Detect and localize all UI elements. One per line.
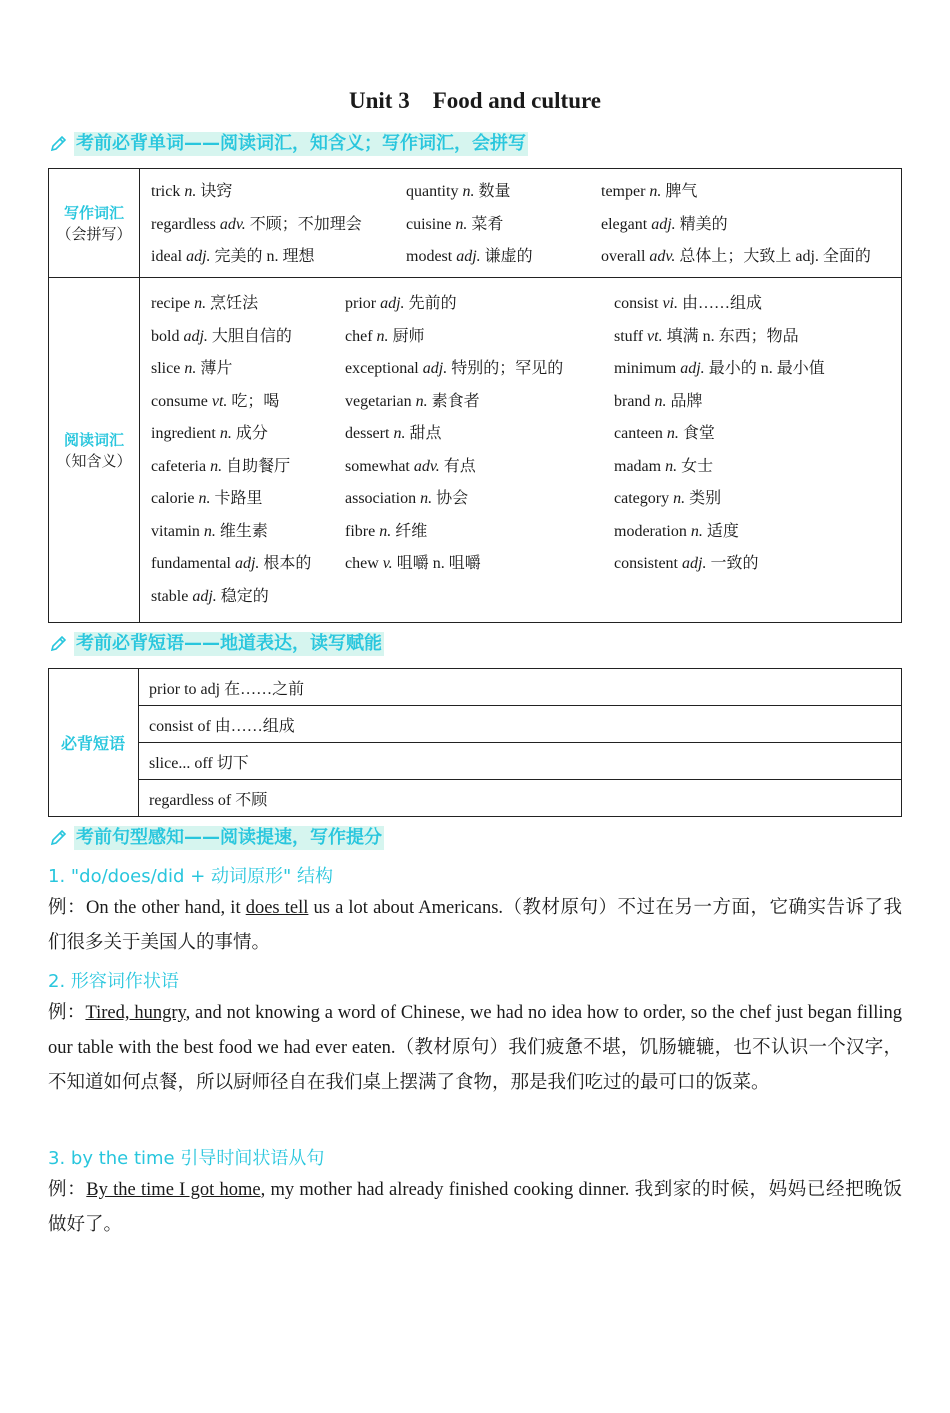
- vocab-pos: n.: [455, 215, 468, 233]
- vocab-pos: vt.: [647, 327, 663, 345]
- vocab-pos: adj.: [234, 555, 260, 572]
- vocab-pos: adj.: [651, 215, 676, 233]
- vocab-entry: [614, 522, 739, 542]
- vocab-word: elegant: [601, 215, 652, 233]
- phrase-label: 必背短语: [60, 734, 125, 753]
- vocab-pos: n.: [666, 425, 679, 442]
- vocab-pos: adj.: [680, 360, 705, 377]
- vocab-pos: n.: [415, 392, 428, 410]
- vocab-word: regardless: [151, 215, 220, 233]
- example-text: , my mother had already finished cooking dinner. 我到家的时候，妈妈已经把晚饭做好了。: [48, 1180, 902, 1235]
- vocab-word: overall: [601, 248, 650, 265]
- vocab-pos: adj.: [682, 555, 707, 572]
- vocab-word: somewhat: [345, 457, 414, 475]
- section-heading-text: 考前句型感知——阅读提速，写作提分: [76, 827, 382, 848]
- vocab-pos: n.: [420, 490, 433, 507]
- vocab-pos: adj.: [380, 295, 405, 312]
- vocab-entry: [345, 392, 480, 412]
- pattern-example: [48, 1173, 902, 1243]
- vocab-pos: n.: [184, 183, 197, 200]
- vocab-meaning: 菜肴: [467, 215, 504, 233]
- vocab-pos: n.: [203, 522, 216, 540]
- vocab-meaning: 稳定的: [216, 587, 269, 605]
- pencil-icon: [48, 134, 68, 154]
- vocab-word: exceptional: [345, 360, 423, 377]
- vocab-meaning: 吃；喝: [227, 392, 280, 410]
- vocab-entry: [614, 457, 713, 477]
- vocab-pos: n.: [376, 327, 389, 345]
- vocab-entry: [151, 587, 269, 607]
- vocab-word: cuisine: [406, 215, 456, 233]
- vocab-meaning: 总体上；大致上 adj. 全面的: [675, 248, 871, 265]
- section-heading-phrases: [48, 632, 384, 656]
- vocab-entry: [151, 215, 362, 235]
- vocab-word: canteen: [614, 425, 667, 442]
- vocab-word: fibre: [345, 522, 380, 540]
- vocab-pos: n.: [210, 457, 223, 475]
- vocab-entry: [151, 489, 263, 509]
- vocab-word: trick: [151, 183, 185, 200]
- vocab-meaning: 成分: [231, 425, 268, 442]
- vocab-entry: [151, 424, 268, 444]
- vocab-meaning: 厨师: [388, 327, 425, 345]
- vocab-word: minimum: [614, 360, 681, 377]
- vocab-word: temper: [601, 183, 650, 200]
- vocab-word: ideal: [151, 248, 187, 265]
- vocab-meaning: 甜点: [405, 425, 442, 442]
- vocab-pos: n.: [198, 490, 211, 507]
- vocab-entry: [614, 489, 721, 509]
- section-heading-text: 考前必背短语——地道表达，读写赋能: [76, 633, 382, 654]
- phrase-item: regardless of 不顾: [139, 780, 902, 817]
- vocab-meaning: 纤维: [391, 522, 428, 540]
- vocab-entry: [614, 554, 758, 574]
- section-heading-words: [48, 132, 528, 156]
- vocab-entry: [601, 182, 697, 202]
- phrase-item: consist of 由……组成: [139, 706, 902, 743]
- vocab-pos: adj.: [456, 248, 481, 265]
- writing-words: [140, 169, 902, 278]
- vocab-pos: adv.: [219, 215, 246, 233]
- vocab-pos: n.: [462, 183, 475, 200]
- vocab-entry: [345, 294, 457, 314]
- vocab-word: chew: [345, 555, 383, 572]
- vocab-entry: [345, 522, 427, 542]
- vocab-entry: [345, 359, 563, 379]
- vocab-meaning: 脾气: [661, 183, 698, 200]
- vocab-word: vitamin: [151, 522, 204, 540]
- vocab-meaning: 女士: [677, 457, 714, 475]
- example-text: us a lot about Americans.（教材原句）不过在另一方面，它确实告诉了我们很多关于美国人的事情。: [48, 898, 903, 953]
- vocab-meaning: 食堂: [678, 425, 715, 442]
- vocab-pos: vi.: [662, 295, 678, 312]
- vocab-meaning: 根本的: [259, 555, 312, 572]
- example-text: 例：On the other hand, it: [48, 898, 246, 918]
- vocab-entry: [151, 294, 258, 314]
- vocab-word: recipe: [151, 295, 195, 312]
- pattern-example: [48, 996, 902, 1101]
- vocab-meaning: 协会: [432, 490, 469, 507]
- vocab-entry: [151, 554, 311, 574]
- vocab-pos: n.: [690, 522, 703, 540]
- vocab-pos: n.: [649, 183, 662, 200]
- vocab-word: stuff: [614, 327, 648, 345]
- vocab-word: chef: [345, 327, 377, 345]
- vocab-pos: n.: [393, 425, 406, 442]
- vocab-entry: [151, 457, 290, 477]
- vocab-word: prior: [345, 295, 381, 312]
- vocab-meaning: 适度: [702, 522, 739, 540]
- vocab-pos: adv.: [649, 248, 676, 265]
- vocab-meaning: 维生素: [215, 522, 268, 540]
- vocab-pos: adj.: [186, 248, 211, 265]
- writing-category: [49, 169, 140, 278]
- vocab-pos: n.: [194, 295, 207, 312]
- section-heading-text: 考前必背单词——阅读词汇，知含义；写作词汇，会拼写: [76, 133, 526, 154]
- vocab-entry: [151, 247, 315, 267]
- vocab-table: [48, 168, 902, 623]
- vocab-meaning: 完美的 n. 理想: [210, 248, 315, 265]
- vocab-meaning: 有点: [439, 457, 476, 475]
- vocab-pos: vt.: [211, 392, 228, 410]
- vocab-meaning: 咀嚼 n. 咀嚼: [392, 555, 481, 572]
- vocab-entry: [151, 522, 268, 542]
- pattern-heading: 2. 形容词作状语: [48, 971, 179, 992]
- pattern-heading: 3. by the time 引导时间状语从句: [48, 1148, 325, 1169]
- vocab-word: association: [345, 490, 421, 507]
- vocab-pos: v.: [382, 555, 393, 572]
- vocab-entry: [601, 215, 728, 235]
- vocab-word: consist: [614, 295, 663, 312]
- vocab-meaning: 精美的: [675, 215, 728, 233]
- phrase-item: prior to adj 在……之前: [139, 669, 902, 706]
- vocab-entry: [151, 392, 279, 412]
- vocab-pos: n.: [654, 392, 667, 410]
- vocab-entry: [345, 554, 481, 574]
- vocab-meaning: 不顾；不加理会: [245, 215, 362, 233]
- vocab-pos: adj.: [192, 587, 217, 605]
- vocab-entry: [614, 359, 825, 379]
- vocab-word: slice: [151, 360, 185, 377]
- writing-sublabel: （会拼写）: [56, 225, 132, 243]
- example-text: 例：: [48, 1180, 87, 1200]
- vocab-entry: [345, 489, 468, 509]
- vocab-entry: [151, 359, 232, 379]
- vocab-entry: [601, 247, 871, 267]
- vocab-word: category: [614, 490, 674, 507]
- example-underlined: does tell: [245, 898, 309, 918]
- pencil-icon: [48, 634, 68, 654]
- vocab-entry: [345, 424, 441, 444]
- vocab-meaning: 类别: [685, 490, 722, 507]
- phrase-table: [48, 668, 902, 817]
- vocab-meaning: 薄片: [196, 360, 233, 377]
- vocab-meaning: 先前的: [404, 295, 457, 312]
- vocab-word: calorie: [151, 490, 199, 507]
- vocab-entry: [406, 182, 510, 202]
- reading-sublabel: （知含义）: [56, 452, 132, 470]
- vocab-meaning: 烹饪法: [206, 295, 259, 312]
- vocab-entry: [345, 457, 476, 477]
- vocab-entry: [614, 294, 762, 314]
- vocab-word: consume: [151, 392, 212, 410]
- vocab-word: brand: [614, 392, 655, 410]
- vocab-word: consistent: [614, 555, 682, 572]
- example-underlined: Tired, hungry: [85, 1003, 186, 1023]
- vocab-meaning: 最小的 n. 最小值: [704, 360, 825, 377]
- vocab-word: madam: [614, 457, 666, 475]
- vocab-meaning: 卡路里: [210, 490, 263, 507]
- example-text: 例：: [48, 1003, 86, 1023]
- page-title: Unit 3 Food and culture: [349, 88, 601, 113]
- vocab-pos: n.: [673, 490, 686, 507]
- vocab-meaning: 数量: [474, 183, 511, 200]
- section-heading-patterns: [48, 826, 384, 850]
- pattern-example: [48, 891, 902, 961]
- phrase-item: slice... off 切下: [139, 743, 902, 780]
- vocab-word: fundamental: [151, 555, 235, 572]
- phrase-category: [49, 669, 139, 817]
- vocab-entry: [151, 182, 232, 202]
- vocab-meaning: 一致的: [706, 555, 759, 572]
- vocab-pos: n.: [219, 425, 232, 442]
- reading-words: [140, 278, 902, 623]
- vocab-entry: [614, 424, 715, 444]
- reading-category: [49, 278, 140, 623]
- vocab-entry: [406, 247, 533, 267]
- vocab-meaning: 由……组成: [678, 295, 763, 312]
- reading-label: 阅读词汇: [63, 431, 124, 449]
- writing-label: 写作词汇: [63, 204, 124, 222]
- vocab-word: moderation: [614, 522, 691, 540]
- vocab-word: quantity: [406, 183, 463, 200]
- vocab-word: vegetarian: [345, 392, 416, 410]
- vocab-word: ingredient: [151, 425, 220, 442]
- vocab-pos: n.: [379, 522, 392, 540]
- vocab-entry: [614, 392, 702, 412]
- vocab-entry: [406, 215, 503, 235]
- example-text: , and not knowing a word of Chinese, we had no idea how to order, so the chef just began filling our table with the best food we had ever eaten.（教材原句）我们疲惫不堪，饥肠辘辘，也不认识一个汉字，不知道如何点餐，所以厨师径自在我们桌上摆满了食物，那是我们吃过的最可口的饭菜。: [48, 1003, 902, 1093]
- vocab-pos: n.: [665, 457, 678, 475]
- vocab-pos: n.: [184, 360, 197, 377]
- vocab-word: stable: [151, 587, 193, 605]
- vocab-meaning: 填满 n. 东西；物品: [662, 327, 799, 345]
- vocab-entry: [151, 327, 292, 347]
- pencil-icon: [48, 828, 68, 848]
- vocab-pos: adj.: [422, 360, 448, 377]
- vocab-word: cafeteria: [151, 457, 211, 475]
- pattern-heading: 1. "do/does/did + 动词原形" 结构: [48, 866, 334, 887]
- vocab-meaning: 素食者: [427, 392, 480, 410]
- vocab-entry: [345, 327, 425, 347]
- vocab-meaning: 自助餐厅: [222, 457, 291, 475]
- vocab-meaning: 谦虚的: [480, 248, 533, 265]
- vocab-entry: [614, 327, 799, 347]
- vocab-meaning: 大胆自信的: [207, 327, 292, 345]
- vocab-pos: adj.: [183, 327, 208, 345]
- vocab-meaning: 特别的；罕见的: [447, 360, 564, 377]
- vocab-word: dessert: [345, 425, 394, 442]
- vocab-meaning: 品牌: [666, 392, 703, 410]
- vocab-meaning: 诀窍: [196, 183, 233, 200]
- example-underlined: By the time I got home: [86, 1180, 261, 1200]
- vocab-word: modest: [406, 248, 457, 265]
- vocab-word: bold: [151, 327, 184, 345]
- vocab-pos: adv.: [413, 457, 440, 475]
